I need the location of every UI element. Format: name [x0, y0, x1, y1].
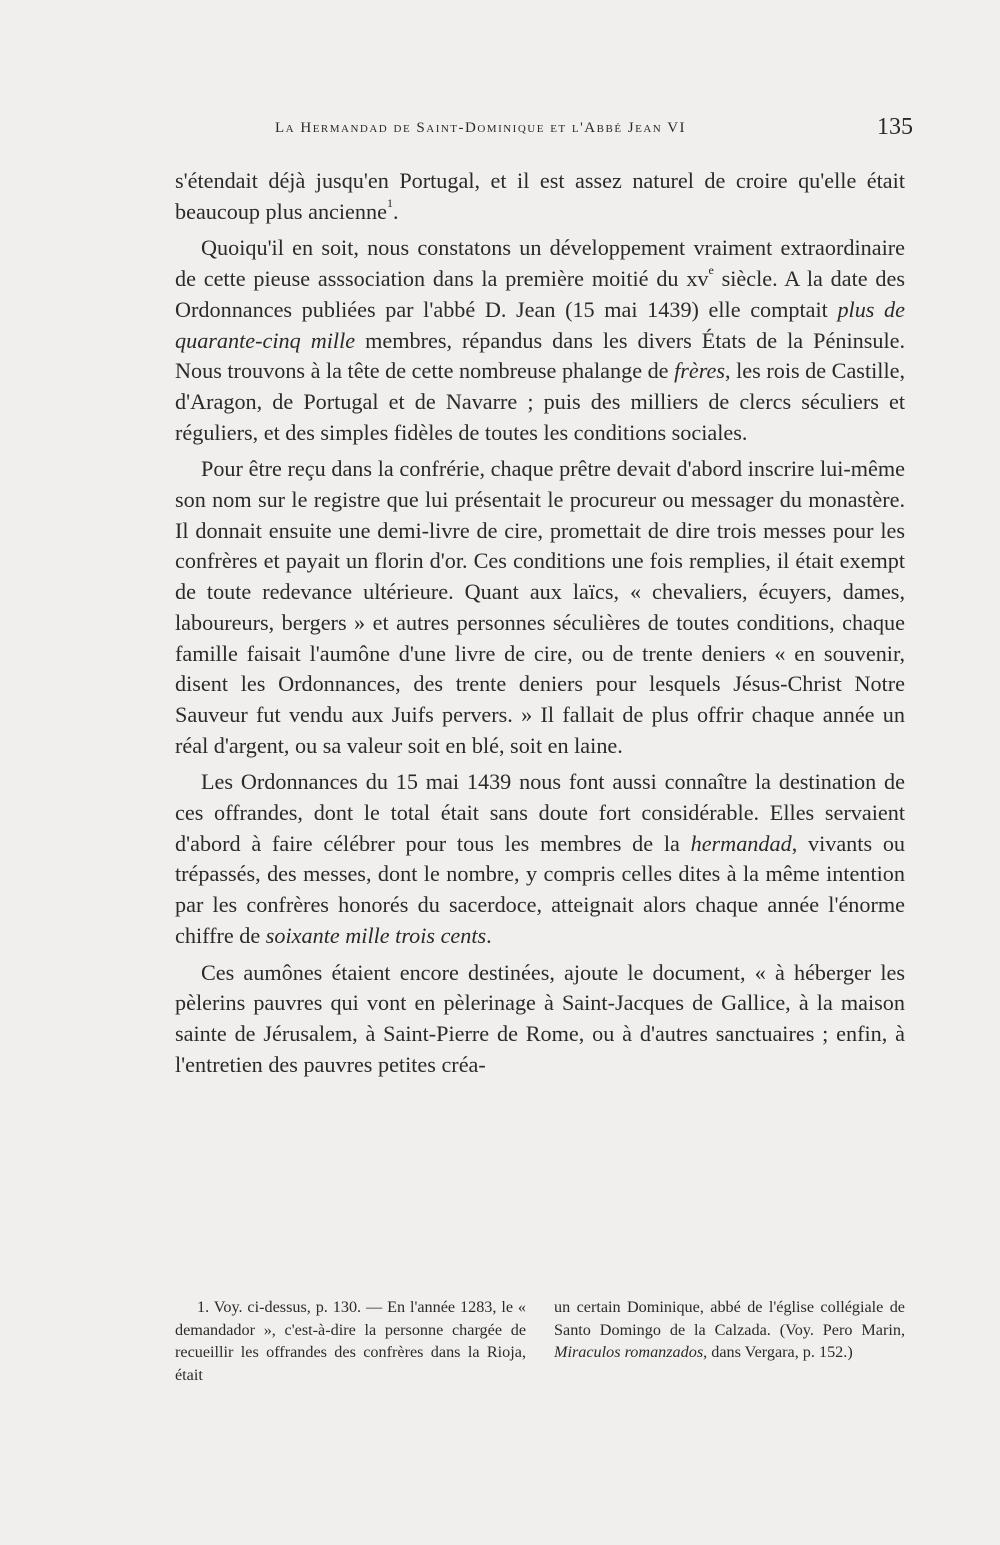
footnote-column-right — [554, 1296, 905, 1386]
italic-word-hermandad: hermandad — [690, 830, 792, 856]
footnote-text-a: un certain Dominique, abbé de l'église collégiale de Santo Domingo de la Calzada. (Voy. Pero Marin, — [554, 1298, 905, 1339]
paragraph-1-end: . — [392, 198, 399, 224]
footnote-italic-title: Miraculos romanzados — [554, 1343, 704, 1361]
italic-phrase-number: soixante mille trois cents — [265, 922, 487, 948]
century-numeral: xv — [686, 266, 709, 292]
paragraph-4-text-a: Les Ordonnances du 15 mai 1439 nous font aussi connaître la destination de ces offrandes, dont le total était sans doute fort considérable. Elles servaient d'abord à faire célébrer pour tous les membres de la — [175, 769, 905, 856]
page-number: 135 — [877, 114, 913, 140]
body-text — [175, 166, 905, 1080]
paragraph-2 — [175, 233, 905, 448]
italic-phrase-members: plus de quarante-cinq mille — [175, 296, 905, 353]
footnotes — [175, 1296, 905, 1386]
running-head — [175, 114, 913, 144]
paragraph-1-text: s'étendait déjà jusqu'en Portugal, et il est assez naturel de croire qu'elle était beaucoup plus ancienne — [175, 168, 905, 224]
paragraph-2-text-c: membres, répandus dans les divers États de la Péninsule. Nous trouvons à la tête de cette nombreuse phalange de — [175, 327, 906, 384]
footnote-column-left — [175, 1296, 526, 1386]
paragraph-4-end: . — [486, 922, 492, 948]
paragraph-2-text-b: siècle. A la date des Ordonnances publiées par l'abbé D. Jean (15 mai 1439) elle comptait — [175, 266, 905, 322]
footnote-text-b: , dans Vergara, p. 152.) — [703, 1343, 853, 1361]
paragraph-4-text-b: , vivants ou trépassés, des messes, dont le nombre, y compris celles dites à la même intention par les confrères honorés du sacerdoce, atteignait alors chaque année l'énorme chiffre de — [175, 830, 906, 948]
paragraph-1 — [175, 166, 905, 227]
century-suffix: e — [708, 263, 714, 278]
paragraph-4 — [175, 767, 905, 951]
running-head-title: La Hermandad de Saint-Dominique et l'Abbé Jean VI — [275, 120, 687, 136]
footnote-1-part-2 — [554, 1296, 905, 1364]
italic-word-freres: frères — [674, 358, 726, 384]
paragraph-2-text-d: , les rois de Castille, d'Aragon, de Portugal et de Navarre ; puis des milliers de clercs séculiers et réguliers, et des simples fidèles de toutes les conditions sociales. — [175, 358, 905, 445]
footnote-1-part-1: 1. Voy. ci-dessus, p. 130. — En l'année 1283, le « demandador », c'est-à-dire la personne chargée de recueillir les offrandes des confrères dans la Rioja, était — [175, 1298, 526, 1384]
paragraph-5: Ces aumônes étaient encore destinées, ajoute le document, « à héberger les pèlerins pauvres qui vont en pèlerinage à Saint-Jacques de Gallice, à la maison sainte de Jérusalem, à Saint-Pierre de Rome, ou à d'autres sanctuaires ; enfin, à l'entretien des pauvres petites créa- — [175, 959, 905, 1077]
footnote-ref: 1 — [386, 195, 393, 210]
paragraph-3: Pour être reçu dans la confrérie, chaque prêtre devait d'abord inscrire lui-même son nom sur le registre que lui présentait le procureur ou messager du monastère. Il donnait ensuite une demi-livre de cire, promettait de dire trois messes pour les confrères et payait un florin d'or. Ces conditions une fois remplies, il était exempt de toute redevance ultérieure. Quant aux laïcs, « chevaliers, écuyers, dames, laboureurs, bergers » et autres personnes séculières de toutes conditions, chaque famille faisait l'aumône d'une livre de cire, ou de trente deniers « en souvenir, disent les Ordonnances, des trente deniers pour lesquels Jésus-Christ Notre Sauveur fut vendu aux Juifs pervers. » Il fallait de plus offrir chaque année un réal d'argent, ou sa valeur soit en blé, soit en laine. — [175, 456, 905, 758]
paragraph-2-text-a: Quoiqu'il en soit, nous constatons un développement vraiment extraordinaire de cette pieuse asssociation dans la première moitié du — [175, 235, 905, 292]
